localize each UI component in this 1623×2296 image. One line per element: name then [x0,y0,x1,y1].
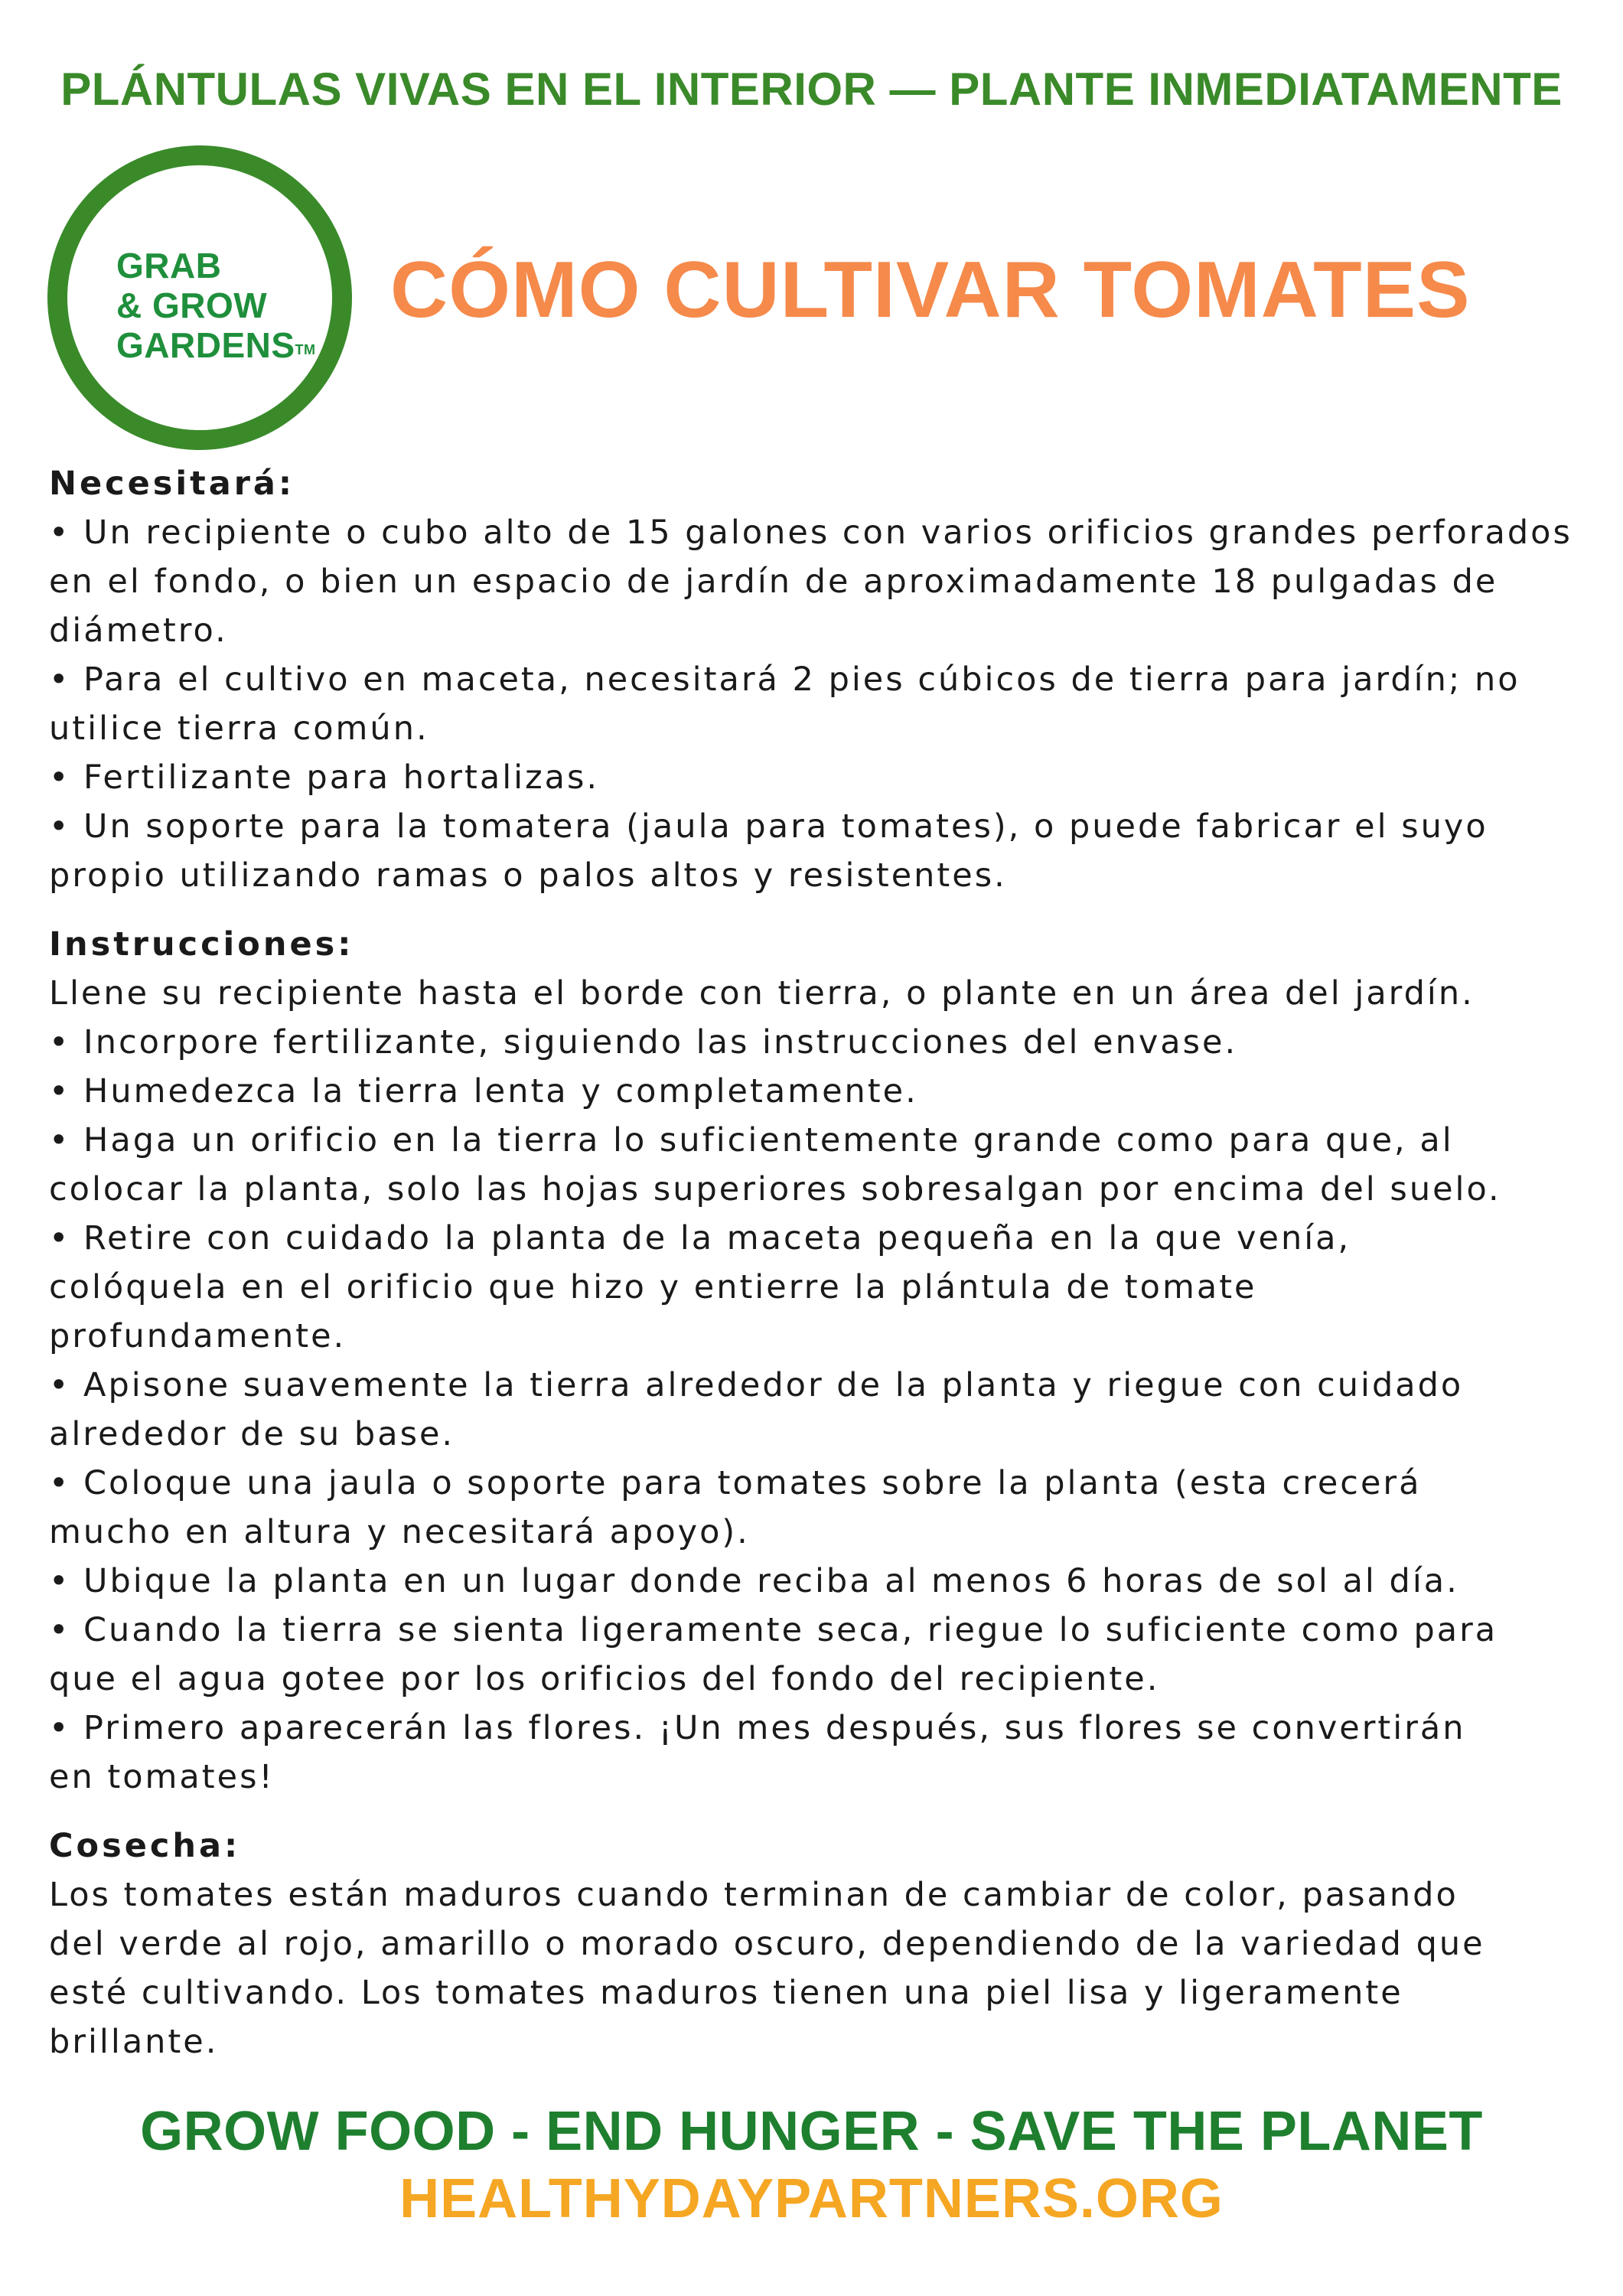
instructions-line: Llene su recipiente hasta el borde con tierra, o plante en un área del jardín. [49,974,1475,1013]
harvest-line: esté cultivando. Los tomates maduros tienen una piel lisa y ligeramente [49,1974,1403,2012]
instructions-line: • Primero aparecerán las flores. ¡Un mes después, sus flores se convertirán [49,1709,1466,1747]
instructions-line: profundamente. [49,1317,347,1355]
instructions-line: • Apisone suavemente la tierra alrededor de la planta y riegue con cuidado [49,1366,1464,1404]
instructions-line: colóquela en el orificio que hizo y entierre la plántula de tomate [49,1268,1257,1306]
instructions-line: • Cuando la tierra se sienta ligeramente seca, riegue lo suficiente como para [49,1611,1498,1649]
instructions-line: • Retire con cuidado la planta de la maceta pequeña en la que venía, [49,1219,1351,1257]
footer-slogan: GROW FOOD - END HUNGER - SAVE THE PLANET [140,2101,1483,2162]
needs-line: en el fondo, o bien un espacio de jardín de aproximadamente 18 pulgadas de [49,563,1498,601]
needs-line: • Un recipiente o cubo alto de 15 galones con varios orificios grandes perforados [49,514,1572,552]
needs-heading: Necesitará: [49,465,295,503]
needs-line: propio utilizando ramas o palos altos y resistentes. [49,856,1007,895]
trademark-mark: TM [295,342,316,357]
logo-line-3-text: GARDENS [116,325,295,365]
harvest-section [49,1821,1579,2066]
top-banner: PLÁNTULAS VIVAS EN EL INTERIOR — PLANTE INMEDIATAMENTE [60,64,1563,115]
instructions-line: • Ubique la planta en un lugar donde reciba al menos 6 horas de sol al día. [49,1562,1459,1600]
instructions-line: colocar la planta, solo las hojas superiores sobresalgan por encima del suelo. [49,1170,1501,1208]
instructions-line: • Haga un orificio en la tierra lo suficientemente grande como para que, al [49,1121,1454,1159]
needs-line: • Para el cultivo en maceta, necesitará 2 pies cúbicos de tierra para jardín; no [49,660,1520,699]
needs-line: utilice tierra común. [49,709,429,748]
logo-line-1: GRAB [116,246,222,285]
logo-line-3 [116,325,316,365]
instructions-line: que el agua gotee por los orificios del fondo del recipiente. [49,1660,1160,1698]
needs-line: • Un soporte para la tomatera (jaula para tomates), o puede fabricar el suyo [49,807,1488,846]
harvest-line: del verde al rojo, amarillo o morado oscuro, dependiendo de la variedad que [49,1925,1485,1963]
footer-website: HEALTHYDAYPARTNERS.ORG [399,2168,1224,2229]
instructions-section [49,920,1579,1802]
logo-text [116,246,316,365]
content-body [49,459,1579,2066]
grab-and-grow-gardens-logo [47,145,352,450]
instructions-heading: Instrucciones: [49,925,354,964]
needs-line: diámetro. [49,612,228,650]
instructions-line: mucho en altura y necesitará apoyo). [49,1513,750,1551]
harvest-line: brillante. [49,2023,219,2061]
instructions-line: en tomates! [49,1758,275,1796]
needs-line: • Fertilizante para hortalizas. [49,758,600,797]
page-title: CÓMO CULTIVAR TOMATES [390,246,1471,334]
instructions-line: alrededor de su base. [49,1415,455,1453]
instructions-line: • Coloque una jaula o soporte para tomates sobre la planta (esta crecerá [49,1464,1422,1502]
harvest-heading: Cosecha: [49,1827,241,1865]
harvest-line: Los tomates están maduros cuando terminan de cambiar de color, pasando [49,1876,1458,1914]
logo-line-2: & GROW [116,285,268,325]
instructions-line: • Incorpore fertilizante, siguiendo las instrucciones del envase. [49,1023,1238,1062]
instructions-line: • Humedezca la tierra lenta y completamente. [49,1072,918,1110]
needs-section [49,459,1579,900]
